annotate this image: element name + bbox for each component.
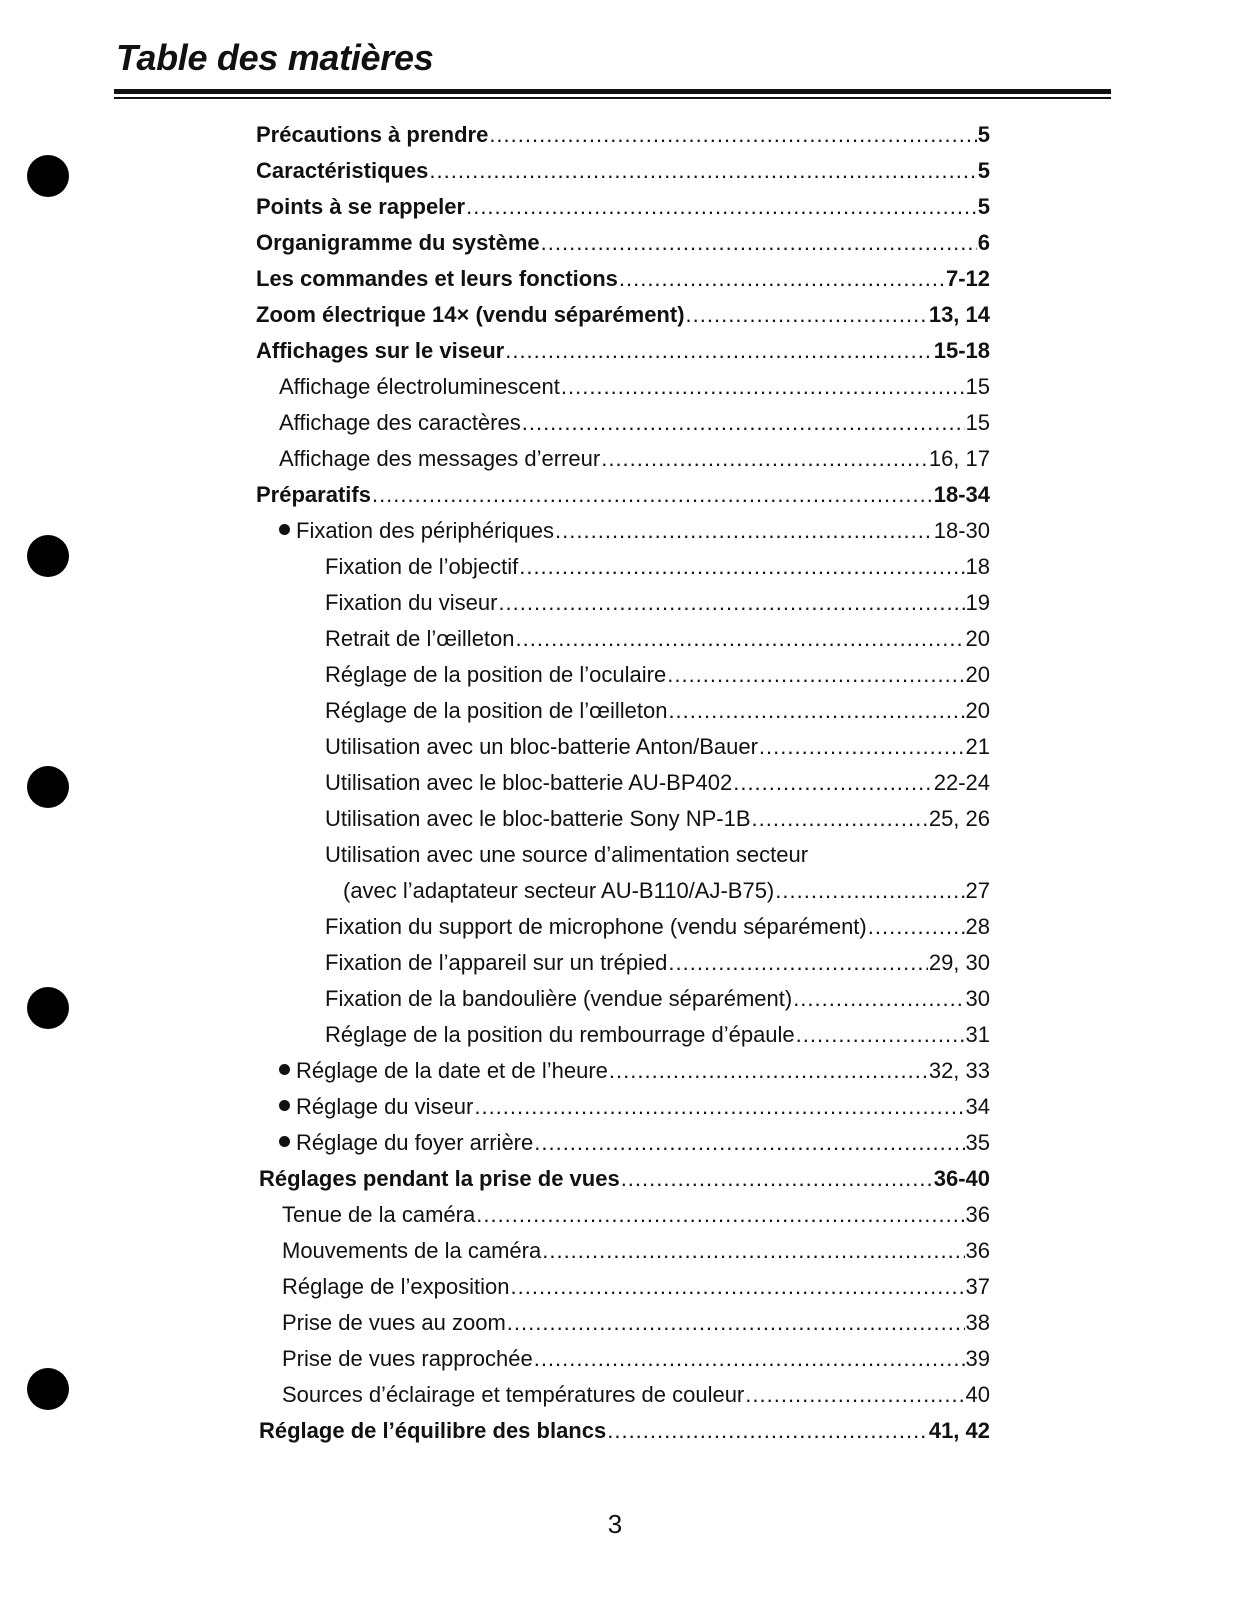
dot-leader (759, 729, 965, 765)
binding-hole (27, 987, 69, 1029)
toc-entry (256, 297, 990, 333)
toc-entry-page: 25, 26 (928, 806, 990, 831)
dot-leader (619, 261, 945, 297)
toc-entry-title: Réglage de l’exposition (282, 1274, 510, 1299)
toc-entry (279, 1089, 990, 1125)
bullet-icon (279, 1136, 290, 1147)
toc-entry-title: Retrait de l’œilleton (325, 626, 515, 651)
toc-entry-title: Utilisation avec le bloc-batterie AU-BP402 (325, 770, 733, 795)
toc-entry-page: 18-30 (933, 518, 990, 543)
toc-entry-title: Utilisation avec le bloc-batterie Sony NP-1B (325, 806, 751, 831)
page-number: 3 (607, 1509, 623, 1539)
toc-entry-title: Fixation de l’appareil sur un trépied (325, 950, 668, 975)
toc-entry (256, 261, 990, 297)
toc-entry-title: Organigramme du système (256, 230, 540, 255)
toc-entry-page: 5 (977, 122, 990, 147)
dot-leader (609, 1053, 928, 1089)
toc-entry-page: 20 (965, 626, 990, 651)
toc-entry-page: 15 (965, 374, 990, 399)
toc-entry-page: 20 (965, 698, 990, 723)
title-rule-thin (114, 97, 1111, 99)
dot-leader (745, 1377, 964, 1413)
toc-entry-page: 18 (965, 554, 990, 579)
toc-entry-title: Sources d’éclairage et températures de couleur (282, 1382, 745, 1407)
toc-entry-title: Mouvements de la caméra (282, 1238, 542, 1263)
toc-entry-title: Prise de vues au zoom (282, 1310, 506, 1335)
toc-entry (256, 189, 990, 225)
toc-entry-title: Fixation du support de microphone (vendu séparément) (325, 914, 867, 939)
binding-hole (27, 1368, 69, 1410)
dot-leader (505, 333, 933, 369)
toc-entry-title: Affichage des messages d’erreur (279, 446, 601, 471)
toc-entry-page: 31 (965, 1022, 990, 1047)
dot-leader (775, 873, 964, 909)
toc-entry (325, 801, 990, 837)
toc-entry (325, 729, 990, 765)
toc-entry (282, 1197, 990, 1233)
toc-entry-title: Réglage du viseur (296, 1094, 474, 1119)
toc-entry-page: 40 (965, 1382, 990, 1407)
dot-leader (534, 1125, 964, 1161)
toc-entry-title: Zoom électrique 14× (vendu séparément) (256, 302, 685, 327)
dot-leader (668, 693, 964, 729)
binding-hole (27, 535, 69, 577)
toc-entry-page: 36 (965, 1238, 990, 1263)
dot-leader (474, 1089, 964, 1125)
toc-entry-page: 30 (965, 986, 990, 1011)
toc-entry-title: Utilisation avec une source d’alimentation secteur (325, 842, 809, 867)
toc-entry (282, 1233, 990, 1269)
toc-entry-page: 34 (965, 1094, 990, 1119)
toc-entry (282, 1305, 990, 1341)
toc-entry-page: 22-24 (933, 770, 990, 795)
toc-entry-page: 35 (965, 1130, 990, 1155)
dot-leader (601, 441, 928, 477)
dot-leader (668, 945, 927, 981)
toc-entry-page: 36-40 (933, 1166, 990, 1191)
toc-entry-page: 5 (977, 158, 990, 183)
dot-leader (733, 765, 933, 801)
toc-entry (279, 369, 990, 405)
toc-entry (282, 1341, 990, 1377)
toc-entry-page: 20 (965, 662, 990, 687)
toc-entry (256, 117, 990, 153)
dot-leader (372, 477, 933, 513)
dot-leader (516, 621, 965, 657)
dot-leader (868, 909, 965, 945)
toc-entry-page: 15 (965, 410, 990, 435)
toc-entry-title: Utilisation avec un bloc-batterie Anton/Bauer (325, 734, 758, 759)
toc-entry (279, 1125, 990, 1161)
bullet-icon (279, 1064, 290, 1075)
toc-entry-title: (avec l’adaptateur secteur AU-B110/AJ-B75) (343, 878, 775, 903)
bullet-icon (279, 524, 290, 535)
toc-entry-title: Réglage du foyer arrière (296, 1130, 534, 1155)
dot-leader (466, 189, 977, 225)
toc-entry-page: 13, 14 (928, 302, 990, 327)
toc-entry-title: Affichage des caractères (279, 410, 521, 435)
toc-entry (325, 909, 990, 945)
dot-leader (489, 117, 976, 153)
toc-entry-title: Fixation du viseur (325, 590, 498, 615)
toc-entry (256, 477, 990, 513)
dot-leader (621, 1161, 933, 1197)
dot-leader (511, 1269, 965, 1305)
toc-entry-page: 28 (965, 914, 990, 939)
dot-leader (534, 1341, 965, 1377)
dot-leader (542, 1233, 964, 1269)
toc-entry-page: 7-12 (945, 266, 990, 291)
toc-entry-page: 32, 33 (928, 1058, 990, 1083)
toc-entry (325, 549, 990, 585)
toc-entry-page: 16, 17 (928, 446, 990, 471)
toc-entry-title: Fixation de la bandoulière (vendue séparément) (325, 986, 793, 1011)
toc-entry-title: Les commandes et leurs fonctions (256, 266, 618, 291)
toc-entry-page: 37 (965, 1274, 990, 1299)
toc-entry (325, 765, 990, 801)
toc-entry (325, 657, 990, 693)
title-rule-thick (114, 89, 1111, 94)
toc-entry (325, 981, 990, 1017)
toc-entry (282, 1377, 990, 1413)
toc-entry-page: 27 (965, 878, 990, 903)
toc-entry-title: Réglages pendant la prise de vues (259, 1166, 620, 1191)
toc-entry (279, 405, 990, 441)
toc-entry-title: Caractéristiques (256, 158, 429, 183)
toc-entry (279, 441, 990, 477)
toc-entry (325, 621, 990, 657)
toc-entry-title: Tenue de la caméra (282, 1202, 476, 1227)
toc-entry-title: Réglage de la date et de l’heure (296, 1058, 608, 1083)
toc-entry-title: Réglage de l’équilibre des blancs (259, 1418, 607, 1443)
toc-entry-title: Affichage électroluminescent (279, 374, 560, 399)
dot-leader (519, 549, 964, 585)
binding-hole (27, 766, 69, 808)
dot-leader (752, 801, 928, 837)
dot-leader (498, 585, 964, 621)
toc-entry (256, 333, 990, 369)
toc-entry (325, 693, 990, 729)
dot-leader (793, 981, 964, 1017)
toc-entry-title: Affichages sur le viseur (256, 338, 505, 363)
toc-entry-title: Points à se rappeler (256, 194, 466, 219)
toc-entry (343, 873, 990, 909)
dot-leader (476, 1197, 964, 1233)
toc-entry-page: 36 (965, 1202, 990, 1227)
toc-entry-title: Réglage de la position du rembourrage d’épaule (325, 1022, 795, 1047)
toc-entry-page: 41, 42 (928, 1418, 990, 1443)
toc-entry-title: Fixation de l’objectif (325, 554, 519, 579)
toc-entry (259, 1161, 990, 1197)
toc-entry-page: 38 (965, 1310, 990, 1335)
bullet-icon (279, 1100, 290, 1111)
page-title: Table des matières (116, 37, 434, 78)
toc-entry (325, 837, 990, 873)
toc-entry (279, 1053, 990, 1089)
toc-entry-page: 5 (977, 194, 990, 219)
dot-leader (541, 225, 977, 261)
toc-entry (325, 585, 990, 621)
toc-entry (325, 945, 990, 981)
toc-entry-page: 18-34 (933, 482, 990, 507)
toc-entry (259, 1413, 990, 1449)
toc-entry-title: Réglage de la position de l’œilleton (325, 698, 668, 723)
toc-entry-page: 6 (977, 230, 990, 255)
dot-leader (667, 657, 964, 693)
toc-entry-title: Réglage de la position de l’oculaire (325, 662, 667, 687)
toc-entry-page: 19 (965, 590, 990, 615)
dot-leader (796, 1017, 965, 1053)
toc-entry (256, 153, 990, 189)
dot-leader (555, 513, 933, 549)
toc-entry-page: 39 (965, 1346, 990, 1371)
dot-leader (561, 369, 965, 405)
toc-entry-title: Fixation des périphériques (296, 518, 555, 543)
toc-entry-title: Prise de vues rapprochée (282, 1346, 533, 1371)
toc-entry (325, 1017, 990, 1053)
toc-entry-title: Préparatifs (256, 482, 371, 507)
binding-hole (27, 155, 69, 197)
toc-entry (279, 513, 990, 549)
toc-entry-page: 15-18 (933, 338, 990, 363)
dot-leader (686, 297, 928, 333)
toc-entry (256, 225, 990, 261)
dot-leader (507, 1305, 965, 1341)
dot-leader (429, 153, 976, 189)
toc-entry (282, 1269, 990, 1305)
toc-entry-page: 21 (965, 734, 990, 759)
dot-leader (607, 1413, 928, 1449)
dot-leader (522, 405, 965, 441)
toc-entry-title: Précautions à prendre (256, 122, 489, 147)
toc-entry-page: 29, 30 (928, 950, 990, 975)
